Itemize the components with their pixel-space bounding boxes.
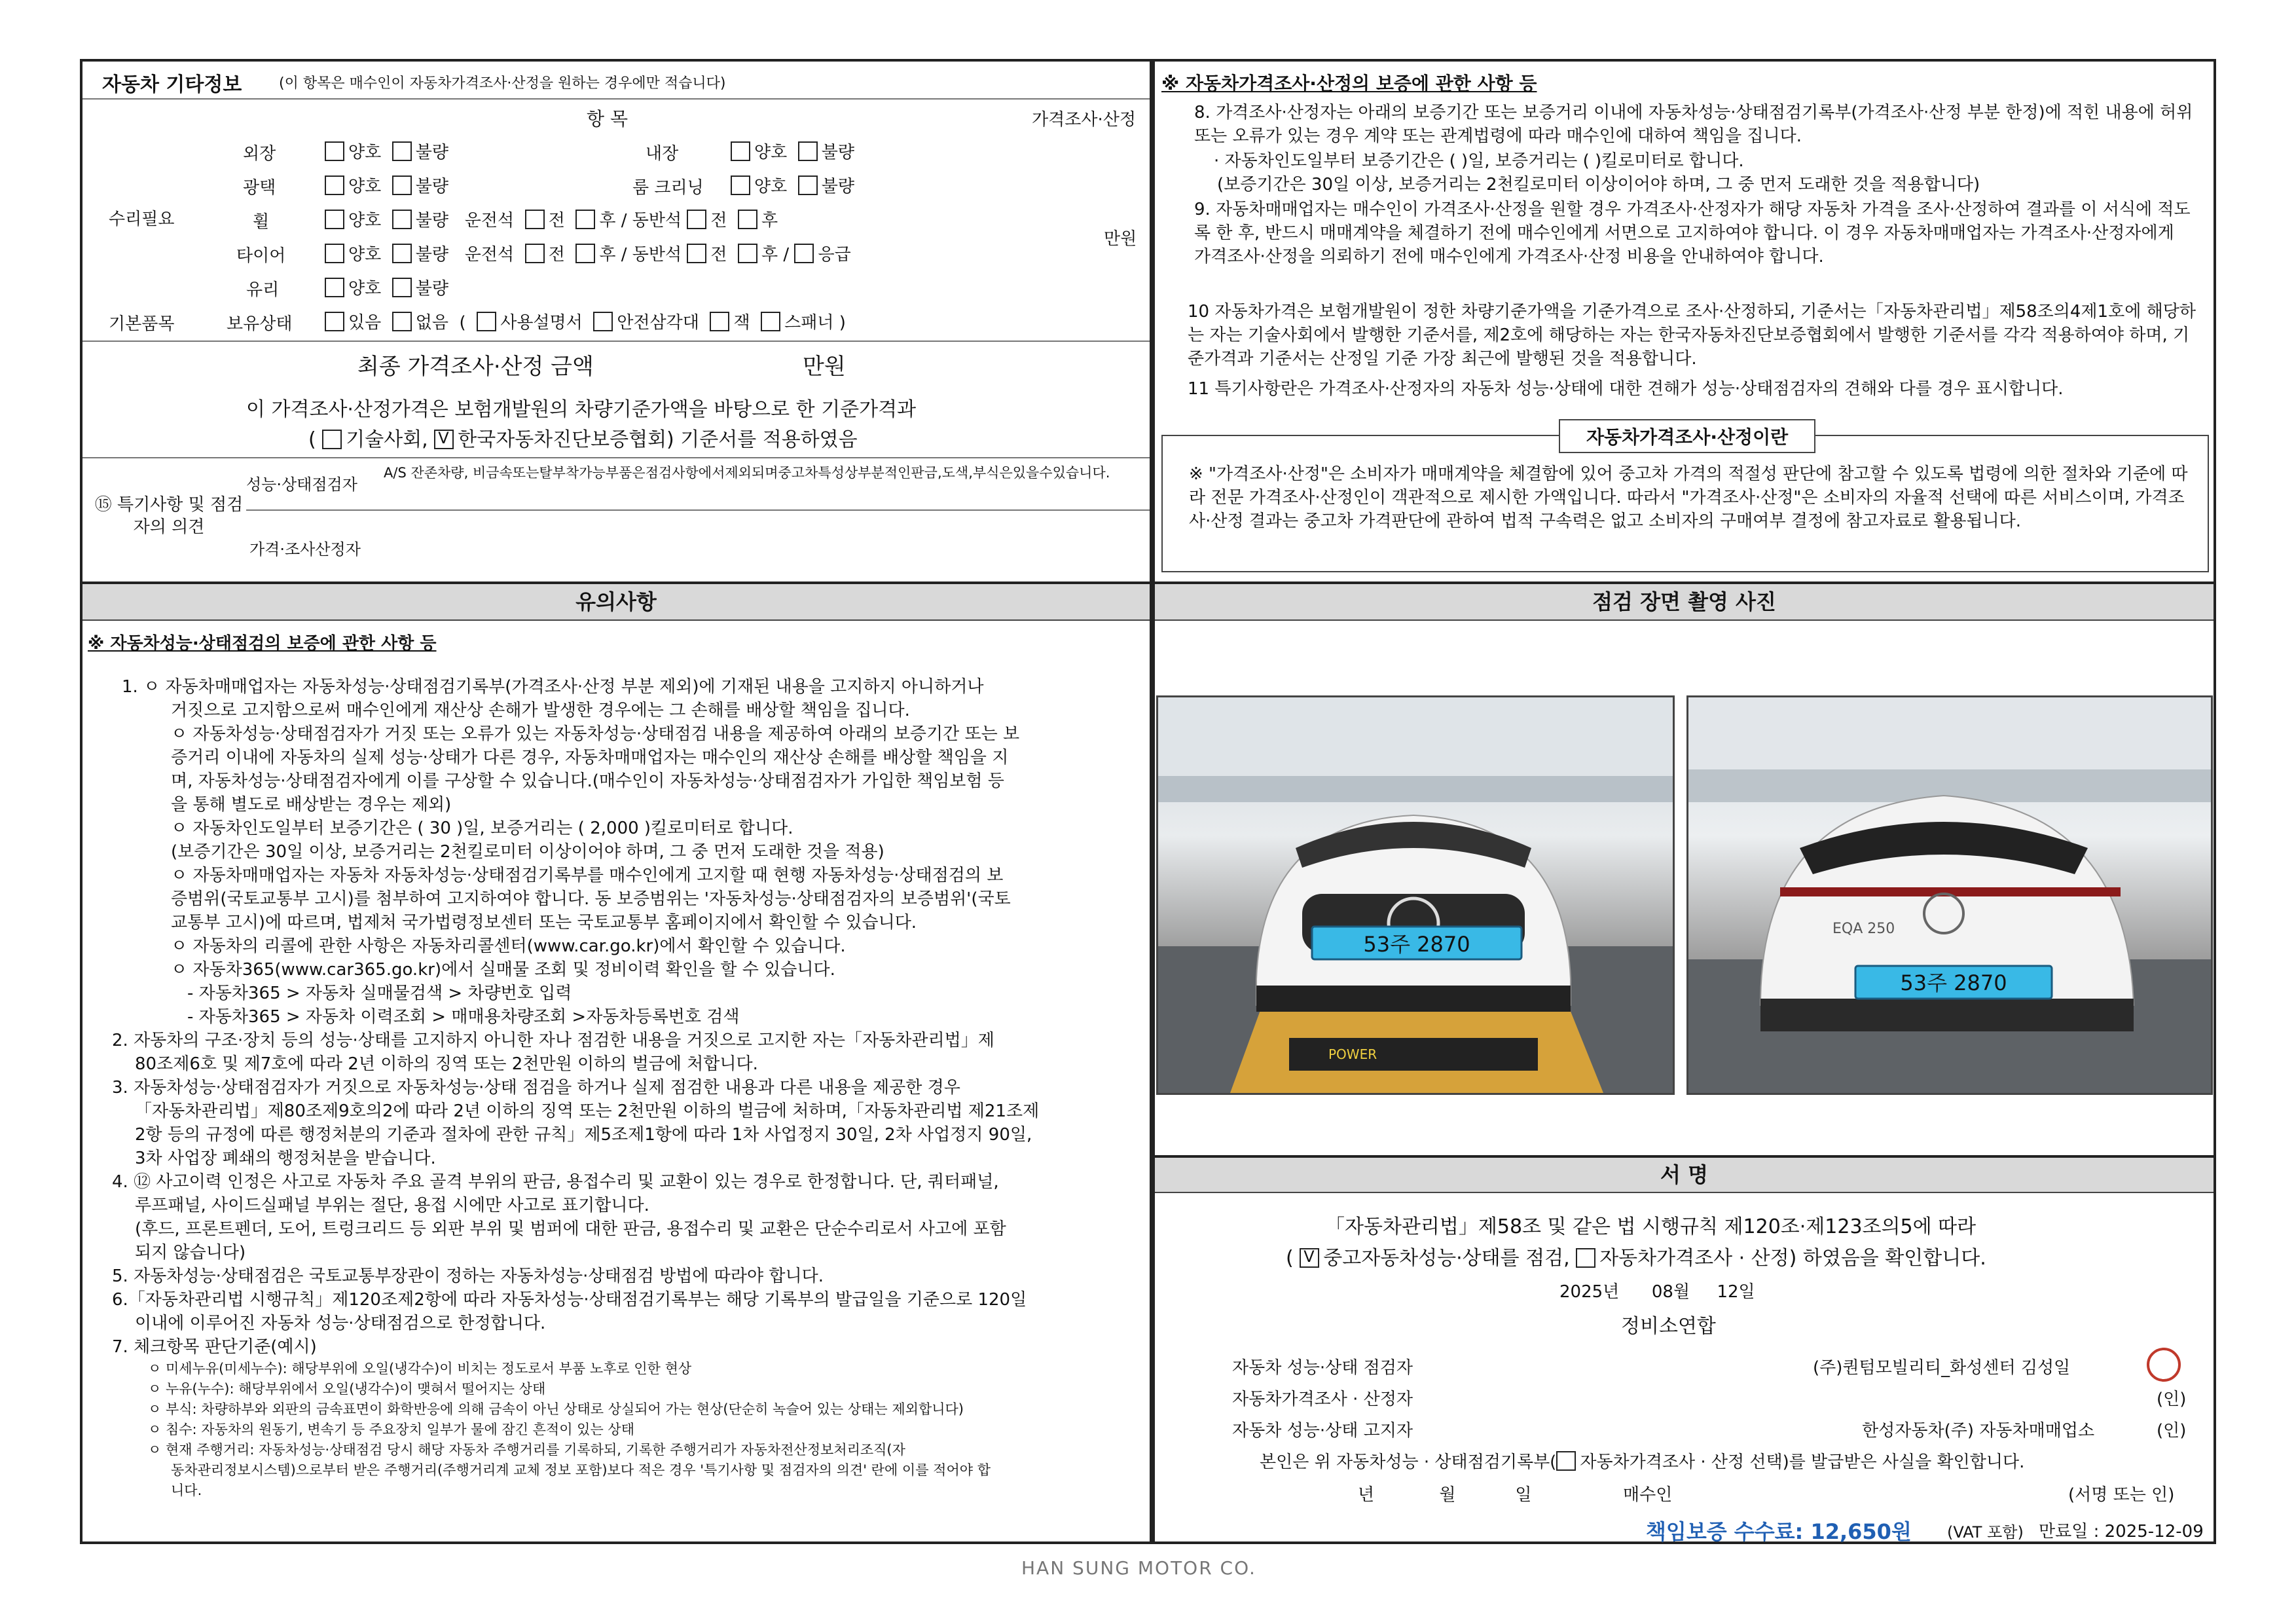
guarantee-period: · 자동차인도일부터 보증기간은 ( )일, 보증거리는 ( )킬로미터로 합니다.: [1214, 151, 1744, 171]
exterior-good-checkbox[interactable]: [325, 141, 344, 161]
criteria-line: ㅇ 부식: 차량하부와 외판의 금속표면이 화학반응에 의해 금속이 아닌 상태로 상실되어 가는 현상(단순히 녹슬어 있는 상태는 제외합니다): [148, 1401, 964, 1417]
inspector-name: (주)퀀텀모빌리티_화성센터 김성일: [1813, 1358, 2071, 1378]
notice-line: 4. ⑫ 사고이력 인정은 사고로 자동차 주요 골격 부위의 판금, 용접수리 및 교환이 있는 경우로 한정합니다. 단, 쿼터패널,: [112, 1172, 999, 1192]
vehicle-other-info-panel: [80, 59, 1152, 584]
rear-car-illustration: [1688, 697, 2211, 1093]
notice-line: ㅇ 자동차인도일부터 보증기간은 ( 30 )일, 보증거리는 ( 2,000 )킬로미터로 합니다.: [171, 819, 793, 838]
glass-good-checkbox[interactable]: [325, 278, 344, 297]
notice-line: - 자동차365 > 자동차 실매물검색 > 차량번호 입력: [187, 984, 572, 1003]
notice-line: 이내에 이루어진 자동차 성능·상태점검으로 한정합니다.: [135, 1314, 546, 1333]
criteria-line: ㅇ 누유(누수): 해당부위에서 오일(냉각수)이 맺혀서 떨어지는 상태: [148, 1381, 546, 1397]
inspector-role: 자동차 성능·상태 점검자: [1232, 1358, 1413, 1378]
guarantee-item-9: 9. 자동차매매업자는 매수인이 가격조사·산정을 원할 경우 가격조사·산정자가 해당 자동차 가격을 조사·산정하여 결과를 이 서식에 적도록 한 후, 반드시 매매계약을 체결하기 전에 매수인에게 서면으로 고지하여야 합니다. 이 경우 자동차매매업자는 가격조사·산정자에게 가격조사·산정을 의뢰하기 전에 매수인에게 가격조사·산정 비용을 안내하여야 합니다.: [1194, 200, 2191, 267]
signature-header: 서 명: [1155, 1158, 2214, 1193]
none-checkbox[interactable]: [392, 312, 412, 331]
glass-options: 양호 불량: [325, 275, 448, 299]
criteria-line: ㅇ 현재 주행거리: 자동차성능·상태점검 당시 해당 자동차 주행거리를 기록하되, 기록한 주행거리가 자동차전산정보처리조직(자: [148, 1442, 905, 1458]
buyer-sign: (서명 또는 인): [2068, 1485, 2175, 1505]
notice-line: 6.「자동차관리법 시행규칙」제120조제2항에 따라 자동차성능·상태점검기록부는 해당 기록부의 발급일을 기준으로 120일: [112, 1290, 1027, 1310]
pricer-role: 자동차가격조사 · 산정자: [1232, 1390, 1413, 1409]
special-notes-label: ⑮ 특기사항 및 점검자의 의견: [94, 495, 244, 537]
notice-line: 「자동차관리법」제80조제9호의2에 따라 2년 이하의 징역 또는 2천만원 이하의 벌금에 처하며,「자동차관리법 제21조제: [135, 1101, 1040, 1121]
price-definition-box: [1161, 426, 2209, 572]
notice-line: 을 통해 별도로 배상받는 경우는 제외): [171, 795, 452, 815]
notice-line: 교통부 고시)에 따르며, 법제처 국가법령정보센터 또는 국토교통부 홈페이지에서 확인할 수 있습니다.: [171, 913, 917, 932]
row-tire: 타이어: [236, 246, 286, 266]
manual-checkbox[interactable]: [477, 312, 496, 331]
expiry-date: 만료일 : 2025-12-09: [2039, 1522, 2204, 1541]
row-glass: 유리: [246, 280, 280, 300]
notice-line: 3차 사업장 폐쇄의 행정처분을 받습니다.: [135, 1149, 436, 1168]
room-good-checkbox[interactable]: [731, 175, 750, 195]
buyer-label: 매수인: [1623, 1485, 1673, 1505]
final-amount-unit: 만원: [803, 354, 846, 380]
notice-line: 7. 체크항목 판단기준(예시): [112, 1337, 317, 1357]
notice-line: 며, 자동차성능·상태점검자에게 이를 구상할 수 있습니다.(매수인이 자동차성능·상태점검자가 가입한 책임보험 등: [171, 771, 1004, 791]
notifier-name: 한성자동차(주) 자동차매매업소: [1862, 1421, 2095, 1441]
tire-driver-front-checkbox[interactable]: [525, 244, 545, 263]
repair-needed-label: 수리필요: [109, 210, 175, 229]
notice-line: 거짓으로 고지함으로써 매수인에게 재산상 손해가 발생한 경우에는 그 손해를 배상할 책임을 집니다.: [171, 701, 910, 720]
wheel-passenger-front-checkbox[interactable]: [687, 210, 706, 229]
tire-passenger-rear-checkbox[interactable]: [738, 244, 757, 263]
tech-society-checkbox[interactable]: [322, 430, 342, 449]
wheel-driver-rear-checkbox[interactable]: [575, 210, 595, 229]
guarantee-title: ※ 자동차가격조사·산정의 보증에 관한 사항 등: [1161, 73, 1537, 94]
notifier-seal: (인): [2157, 1421, 2187, 1441]
notice-line: 증거리 이내에 자동차의 실제 성능·상태가 다른 경우, 자동차매매업자는 매수인의 재산상 손해를 배상할 책임을 지: [171, 748, 1009, 767]
rear-photo: [1686, 695, 2213, 1095]
criteria-line: ㅇ 침수: 자동차의 원동기, 변속기 등 주요장치 일부가 물에 잠긴 흔적이 있는 상태: [148, 1422, 635, 1437]
front-plate-text: 53주 2870: [1363, 932, 1470, 957]
basic-items-options: 있음 없음 ( 사용설명서 안전삼각대 잭 스패너 ): [325, 309, 846, 333]
wheel-bad-checkbox[interactable]: [392, 210, 412, 229]
wheel-options: 양호 불량 운전석 전 후 / 동반석 전 후: [325, 207, 778, 231]
notice-header: 유의사항: [82, 584, 1150, 621]
fee-label: 책임보증 수수료: 12,650원: [1646, 1519, 1912, 1544]
gloss-options: 양호 불량: [325, 173, 448, 197]
tire-passenger-front-checkbox[interactable]: [687, 244, 706, 263]
exterior-bad-checkbox[interactable]: [392, 141, 412, 161]
gloss-bad-checkbox[interactable]: [392, 175, 412, 195]
room-cleaning-options: 양호 불량: [731, 173, 854, 197]
tire-good-checkbox[interactable]: [325, 244, 344, 263]
criteria-line: 니다.: [171, 1483, 202, 1498]
price-definition-title: 자동차가격조사·산정이란: [1559, 419, 1815, 453]
notice-line: - 자동차365 > 자동차 이력조회 > 매매용차량조회 >자동차등록번호 검색: [187, 1007, 740, 1027]
col-price: 가격조사·산정: [1032, 110, 1136, 130]
tire-emergency-checkbox[interactable]: [794, 244, 814, 263]
room-bad-checkbox[interactable]: [798, 175, 818, 195]
lift-brand-text: POWER: [1328, 1046, 1377, 1062]
section-title: 자동차 기타정보: [102, 73, 242, 96]
used-car-inspection-checkbox[interactable]: [1300, 1248, 1319, 1268]
price-inspector-label: 가격·조사산정자: [249, 540, 361, 559]
spanner-checkbox[interactable]: [761, 312, 780, 331]
col-item: 항 목: [587, 108, 628, 130]
rear-plate-text: 53주 2870: [1900, 970, 2007, 995]
notice-line: 3. 자동차성능·상태점검자가 거짓으로 자동차성능·상태 점검을 하거나 실제 점검한 내용과 다른 내용을 제공한 경우: [112, 1078, 960, 1098]
glass-bad-checkbox[interactable]: [392, 278, 412, 297]
notice-line: (보증기간은 30일 이상, 보증거리는 2천킬로미터 이상이어야 하며, 그 중 먼저 도래한 것을 적용): [171, 842, 884, 862]
notice-line: 80조제6호 및 제7호에 따라 2년 이하의 징역 또는 2천만원 이하의 벌금에 처합니다.: [135, 1054, 758, 1074]
rear-badge-text: EQA 250: [1832, 921, 1895, 937]
tire-bad-checkbox[interactable]: [392, 244, 412, 263]
confirm-line: ( V 중고자동차성능·상태를 점검, 자동차가격조사 · 산정) 하였음을 확인합니다.: [1286, 1242, 1986, 1270]
inspector-label: 성능·상태점검자: [246, 475, 357, 494]
pricer-seal: (인): [2157, 1390, 2187, 1409]
front-car-illustration: [1158, 697, 1673, 1093]
have-checkbox[interactable]: [325, 312, 344, 331]
notice-line: 2. 자동차의 구조·장치 등의 성능·상태를 고지하지 아니한 자나 점검한 내용을 거짓으로 고지한 자는「자동차관리법」제: [112, 1031, 994, 1050]
guarantee-item-11: 11 특기사항란은 가격조사·산정자의 자동차 성능·상태에 대한 견해가 성능·상태점검자의 견해와 다를 경우 표시합니다.: [1188, 379, 2064, 399]
wheel-good-checkbox[interactable]: [325, 210, 344, 229]
issue-date: 2025년 08월 12일: [1559, 1282, 1755, 1302]
row-wheel: 휠: [253, 212, 270, 232]
row-exterior: 외장: [243, 144, 276, 164]
front-photo: [1156, 695, 1675, 1095]
notice-title: ※ 자동차성능·상태점검의 보증에 관한 사항 등: [88, 634, 437, 654]
notice-line: 되지 않습니다): [135, 1243, 246, 1263]
notice-line: 5. 자동차성능·상태점검은 국토교통부장관이 정하는 자동차성능·상태점검 방법에 따라야 합니다.: [112, 1266, 824, 1286]
basic-items-label: 기본품목: [109, 314, 175, 334]
notice-line: 1. ㅇ 자동차매매업자는 자동차성능·상태점검기록부(가격조사·산정 부분 제외)에 기재된 내용을 고지하지 아니하거나: [122, 677, 984, 697]
notice-line: 증범위(국토교통부 고시)를 첨부하여 고지하여야 합니다. 동 보증범위는 '자동차성능·상태점검자의 보증범위'(국토: [171, 889, 1011, 909]
notice-line: (후드, 프론트펜더, 도어, 트렁크리드 등 외판 부위 및 범퍼에 대한 판금, 용접수리 및 교환은 단순수리로서 사고에 포함: [135, 1219, 1006, 1239]
price-survey-checkbox[interactable]: [1576, 1248, 1595, 1268]
guarantee-item-10: 10 자동차가격은 보험개발원이 정한 차량기준가액을 기준가격으로 조사·산정하되, 기준서는「자동차관리법」제58조의4제1호에 해당하는 자는 기술사회에서 발행한 기준서를, 제2호에 해당하는 자는 한국자동차진단보증협회에서 발행한 기준서를 각각 적용하여야 하며, 기준가격과 기준서는 산정일 기준 가장 최근에 발행된 것을 적용합니다.: [1188, 302, 2196, 369]
notifier-role: 자동차 성능·상태 고지자: [1232, 1421, 1413, 1441]
basis-line-2: ( 기술사회, V 한국자동차진단보증협회) 기준서를 적용하였음: [308, 423, 858, 452]
notice-line: ㅇ 자동차365(www.car365.go.kr)에서 실매물 조회 및 정비이력 확인을 할 수 있습니다.: [171, 960, 835, 980]
law-line: 「자동차관리법」제58조 및 같은 법 시행규칙 제120조·제123조의5에 따라: [1325, 1215, 1977, 1238]
criteria-line: 동차관리정보시스템)으로부터 받은 주행거리(주행거리계 교체 정보 포함)보다 적은 경우 '특기사항 및 점검자의 의견' 란에 이를 적어야 합: [171, 1462, 991, 1478]
section-subtitle: (이 항목은 매수인이 자동차가격조사·산정을 원하는 경우에만 적습니다): [279, 75, 726, 92]
criteria-line: ㅇ 미세누유(미세누수): 해당부위에 오일(냉각수)이 비치는 정도로서 부품 노후로 인한 현상: [148, 1361, 692, 1376]
row-gloss: 광택: [243, 178, 276, 198]
guarantee-period-note: (보증기간은 30일 이상, 보증거리는 2천킬로미터 이상이어야 하며, 그 중 먼저 도래한 것을 적용합니다): [1217, 175, 1980, 194]
row-interior: 내장: [646, 144, 679, 164]
price-definition-text: ※ "가격조사·산정"은 소비자가 매매계약을 체결함에 있어 중고차 가격의 적절성 판단에 참고할 수 있도록 법령에 의한 절차와 기준에 따라 전문 가격조사·산정인이 객관적으로 제시한 가액입니다. 따라서 "가격조사·산정"은 소비자의 자율적 선택에 따른 서비스이며, 가격조사·산정 결과는 중고차 가격판단에 관하여 법적 구속력은 없고 소비자의 구매여부 결정에 참고자료로 활용됩니다.: [1189, 464, 2188, 531]
signature-panel: [1152, 1155, 2216, 1544]
fee-vat: (VAT 포함): [1947, 1523, 2024, 1541]
notice-line: ㅇ 자동차의 리콜에 관한 사항은 자동차리콜센터(www.car.go.kr)에서 확인할 수 있습니다.: [171, 936, 846, 956]
footer-company: HAN SUNG MOTOR CO.: [1021, 1557, 1256, 1579]
interior-good-checkbox[interactable]: [731, 141, 750, 161]
wheel-driver-front-checkbox[interactable]: [525, 210, 545, 229]
guarantee-item-8: 8. 가격조사·산정자는 아래의 보증기간 또는 보증거리 이내에 자동차성능·상태점검기록부(가격조사·산정 부분 한정)에 적힌 내용에 허위 또는 오류가 있는 경우 계약 또는 관계법령에 따라 매수인에 대하여 책임을 집니다.: [1194, 103, 2193, 146]
jack-checkbox[interactable]: [710, 312, 729, 331]
price-unit: 만원: [1104, 229, 1137, 249]
notice-line: 2항 등의 규정에 따른 행정처분의 기준과 절차에 관한 규칙」제5조제1항에 따라 1차 사업정지 30일, 2차 사업정지 90일,: [135, 1125, 1032, 1145]
notice-line: ㅇ 자동차매매업자는 자동차 자동차성능·상태점검기록부를 매수인에게 고지할 때 현행 자동차성능·상태점검의 보: [171, 866, 1004, 885]
row-room-cleaning: 룸 크리닝: [632, 178, 704, 198]
interior-bad-checkbox[interactable]: [798, 141, 818, 161]
inspector-note: A/S 잔존차량, 비금속또는탈부착가능부품은점검사항에서제외되며중고차특성상부분적인판금,도색,부식은있을수있습니다.: [384, 465, 1110, 481]
organization: 정비소연합: [1621, 1315, 1716, 1338]
inspection-photos-panel: [1152, 581, 2216, 1158]
wheel-passenger-rear-checkbox[interactable]: [738, 210, 757, 229]
tire-driver-rear-checkbox[interactable]: [575, 244, 595, 263]
receipt-price-checkbox[interactable]: [1556, 1451, 1576, 1471]
interior-options: 양호 불량: [731, 139, 854, 163]
final-amount-label: 최종 가격조사·산정 금액: [357, 354, 594, 380]
notice-line: ㅇ 자동차성능·상태점검자가 거짓 또는 오류가 있는 자동차성능·상태점검 내용을 제공하여 아래의 보증기간 또는 보: [171, 724, 1020, 744]
exterior-options: 양호 불량: [325, 139, 448, 163]
triangle-checkbox[interactable]: [593, 312, 613, 331]
price-guarantee-panel: [1152, 59, 2216, 584]
basis-line-1: 이 가격조사·산정가격은 보험개발원의 차량기준가액을 바탕으로 한 기준가격과: [246, 398, 917, 421]
seal-stamp-icon: [2147, 1348, 2181, 1382]
gloss-good-checkbox[interactable]: [325, 175, 344, 195]
tire-options: 양호 불량 운전석 전 후 / 동반석 전 후 / 응급: [325, 241, 851, 265]
notice-panel: [80, 581, 1152, 1544]
receipt-date: 년 월 일: [1358, 1485, 1532, 1505]
receipt-line: 본인은 위 자동차성능 · 상태점검기록부( 자동차가격조사 · 산정 선택)를 발급받은 사실을 확인합니다.: [1260, 1452, 2025, 1472]
notice-line: 루프패널, 사이드실패널 부위는 절단, 용접 시에만 사고로 표기합니다.: [135, 1196, 649, 1215]
possession-label: 보유상태: [227, 314, 293, 334]
kadva-checkbox[interactable]: [434, 430, 454, 449]
photos-header: 점검 장면 촬영 사진: [1155, 584, 2214, 621]
